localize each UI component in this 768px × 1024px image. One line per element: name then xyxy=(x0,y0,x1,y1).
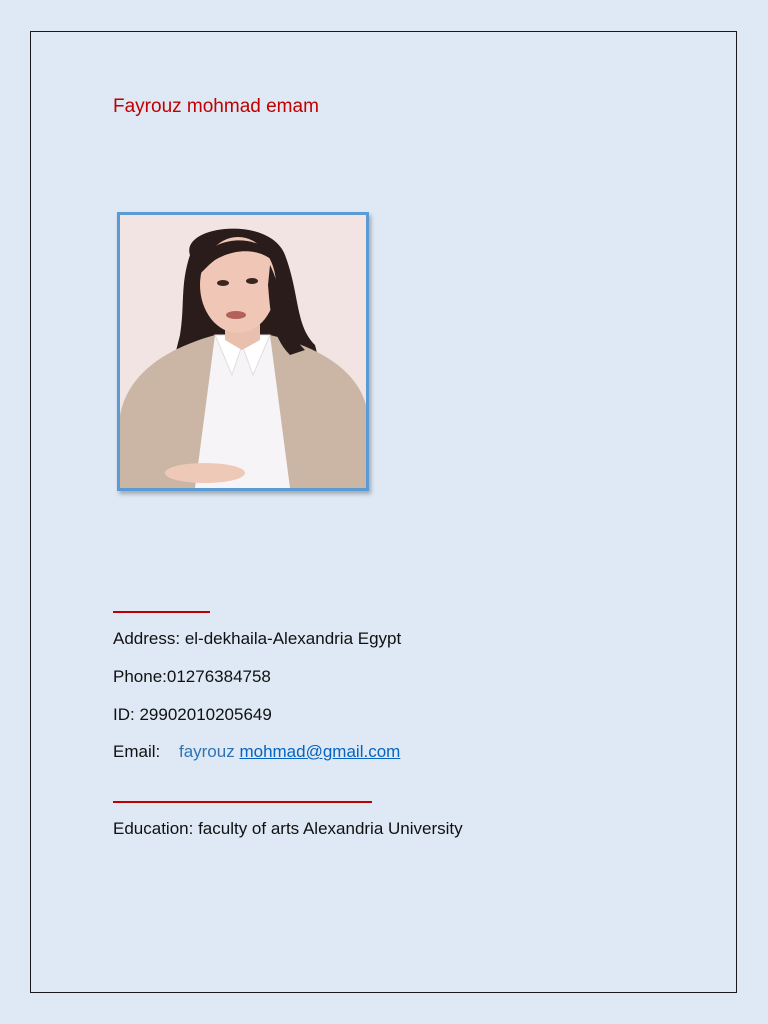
education-label: Education: xyxy=(113,819,194,838)
section-divider-education xyxy=(113,801,372,803)
email-label: Email: xyxy=(113,742,161,761)
page-border xyxy=(30,31,737,993)
id-line xyxy=(113,705,272,725)
education-line xyxy=(113,819,463,839)
phone-value: 01276384758 xyxy=(166,667,271,686)
email-user: fayrouz xyxy=(178,742,235,761)
address-value: el-dekhaila-Alexandria Egypt xyxy=(184,629,402,648)
address-label: Address: xyxy=(113,629,181,648)
phone-label: Phone: xyxy=(113,667,167,686)
profile-photo xyxy=(117,212,369,491)
education-value: faculty of arts Alexandria University xyxy=(198,819,463,838)
id-value: 29902010205649 xyxy=(139,705,272,724)
section-divider-contact xyxy=(113,611,210,613)
email-line xyxy=(113,742,400,762)
id-label: ID: xyxy=(113,705,135,724)
portrait-photo-icon xyxy=(120,215,366,488)
person-name: Fayrouz mohmad emam xyxy=(113,96,319,117)
address-line xyxy=(113,629,401,649)
phone-line xyxy=(113,667,271,687)
email-link[interactable]: mohmad@gmail.com xyxy=(239,742,401,761)
